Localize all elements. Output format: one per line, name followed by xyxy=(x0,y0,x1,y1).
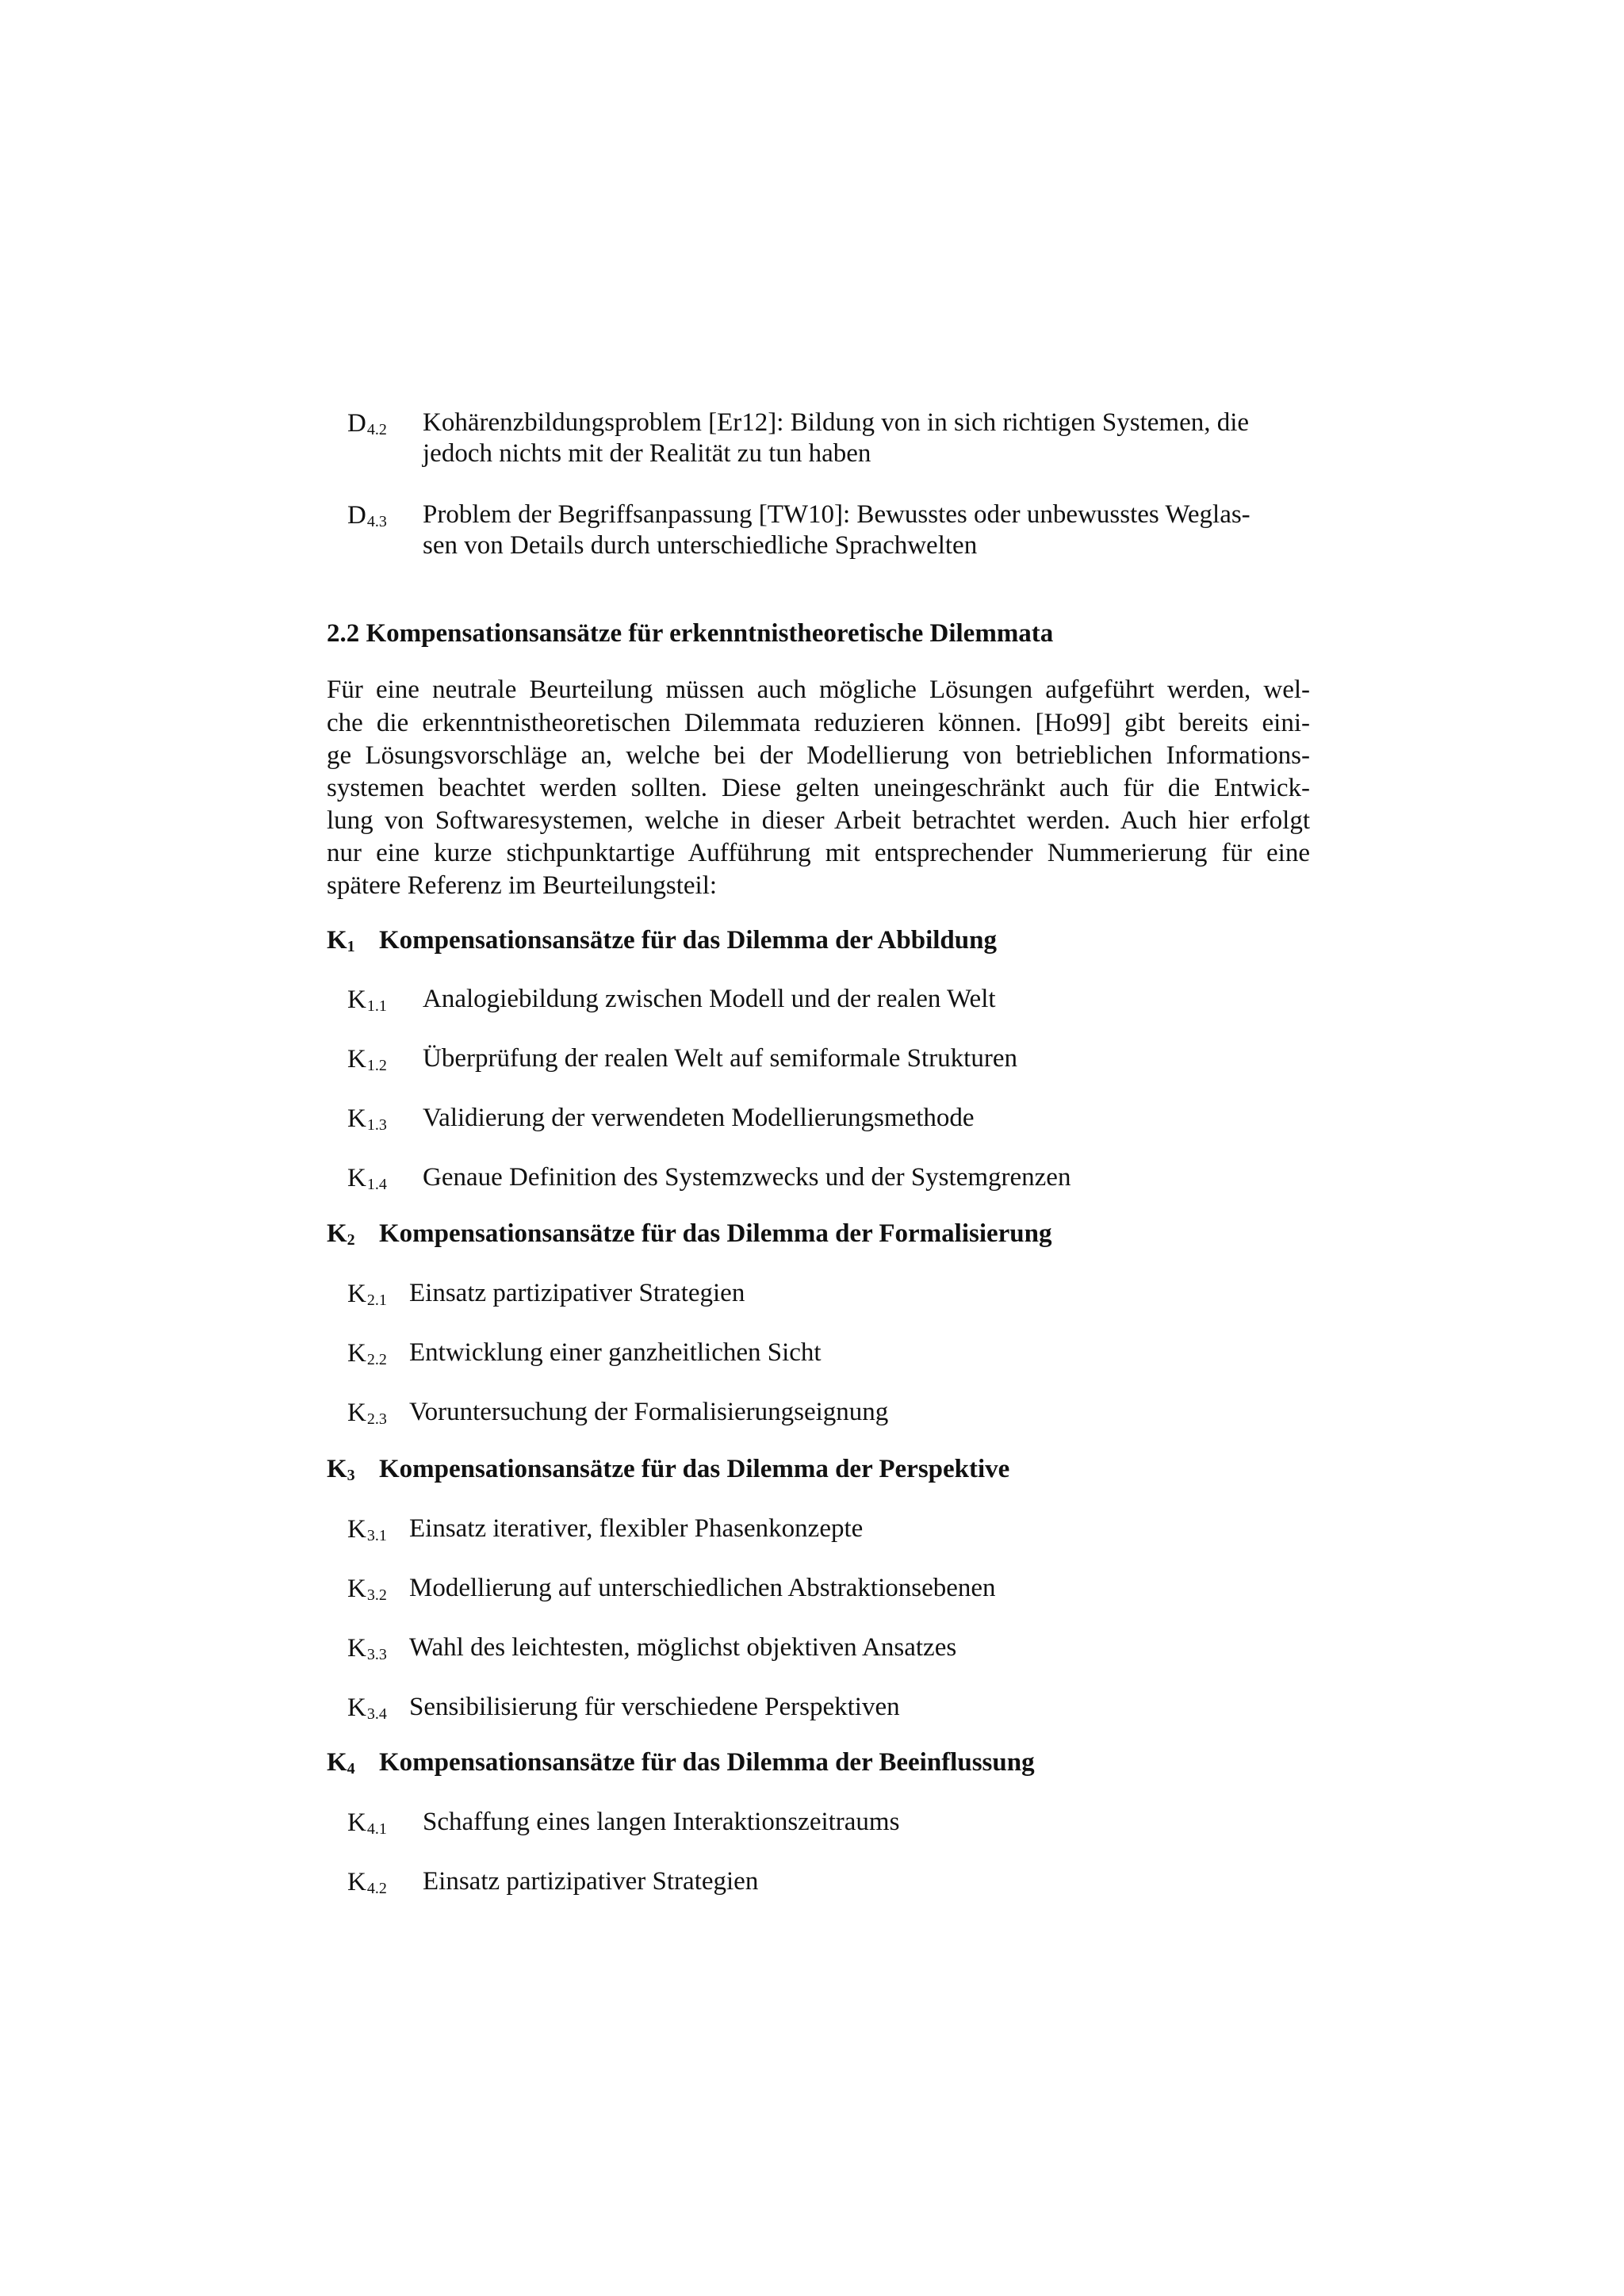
item-label: $K_{4.2}$ xyxy=(347,1868,387,1897)
paragraph-line: che die erkenntnistheoretischen Dilemmata reduzieren können. [Ho99] gibt bereits eini- xyxy=(327,709,1310,737)
item-text: Entwicklung einer ganzheitlichen Sicht xyxy=(409,1338,822,1367)
item-text: Wahl des leichtesten, möglichst objektiven Ansatzes xyxy=(409,1633,957,1662)
item-text: Validierung der verwendeten Modellierungsmethode xyxy=(423,1104,975,1132)
paragraph-line: lung von Softwaresystemen, welche in dieser Arbeit betrachtet werden. Auch hier erfolgt xyxy=(327,806,1310,835)
group-title: Kompensationsansätze für das Dilemma der Beeinflussung xyxy=(379,1748,1035,1777)
item-text: Voruntersuchung der Formalisierungseignung xyxy=(409,1398,889,1426)
item-label: $K_{1.4}$ xyxy=(347,1164,387,1193)
item-label: $K_{3.3}$ xyxy=(347,1634,387,1663)
paragraph-line: spätere Referenz im Beurteilungsteil: xyxy=(327,871,718,900)
paragraph-line: ge Lösungsvorschläge an, welche bei der Modellierung von betrieblichen Informations- xyxy=(327,741,1310,770)
paragraph-line: systemen beachtet werden sollten. Diese gelten uneingeschränkt auch für die Entwick- xyxy=(327,774,1310,802)
item-label: $K_{3.4}$ xyxy=(347,1693,387,1723)
item-text: Einsatz iterativer, flexibler Phasenkonzepte xyxy=(409,1514,864,1543)
item-text: Einsatz partizipativer Strategien xyxy=(423,1867,759,1896)
dilemma-text-line: sen von Details durch unterschiedliche Sprachwelten xyxy=(423,531,978,560)
section-heading: 2.2 Kompensationsansätze für erkenntnistheoretische Dilemmata xyxy=(327,619,1054,648)
item-label: $K_{1.3}$ xyxy=(347,1104,387,1134)
item-label: $K_{3.1}$ xyxy=(347,1515,387,1544)
item-text: Schaffung eines langen Interaktionszeitraums xyxy=(423,1808,900,1836)
item-text: Überprüfung der realen Welt auf semiformale Strukturen xyxy=(423,1044,1017,1073)
paragraph-line: Für eine neutrale Beurteilung müssen auch mögliche Lösungen aufgeführt werden, wel- xyxy=(327,675,1310,704)
dilemma-text-line: jedoch nichts mit der Realität zu tun haben xyxy=(423,439,871,468)
item-label: $K_{1.1}$ xyxy=(347,985,387,1015)
item-label: $K_{2.3}$ xyxy=(347,1399,387,1428)
item-label: $K_{3.2}$ xyxy=(347,1575,387,1604)
group-title: Kompensationsansätze für das Dilemma der Perspektive xyxy=(379,1455,1010,1483)
dilemma-text-line: Kohärenzbildungsproblem [Er12]: Bildung von in sich richtigen Systemen, die xyxy=(423,408,1250,437)
dilemma-text-line: Problem der Begriffsanpassung [TW10]: Bewusstes oder unbewusstes Weglas- xyxy=(423,500,1251,529)
group-title: Kompensationsansätze für das Dilemma der Abbildung xyxy=(379,926,997,955)
group-label: $K_3$ xyxy=(327,1455,355,1484)
item-label: $K_{1.2}$ xyxy=(347,1045,387,1074)
item-text: Sensibilisierung für verschiedene Perspektiven xyxy=(409,1693,900,1721)
item-text: Analogiebildung zwischen Modell und der realen Welt xyxy=(423,985,996,1013)
item-text: Modellierung auf unterschiedlichen Abstraktionsebenen xyxy=(409,1574,996,1602)
item-text: Einsatz partizipativer Strategien xyxy=(409,1279,745,1307)
dilemma-label: $D_{4.2}$ xyxy=(347,409,387,438)
dilemma-label: $D_{4.3}$ xyxy=(347,501,387,530)
group-title: Kompensationsansätze für das Dilemma der Formalisierung xyxy=(379,1219,1052,1248)
item-label: $K_{4.1}$ xyxy=(347,1808,387,1838)
item-text: Genaue Definition des Systemzwecks und der Systemgrenzen xyxy=(423,1163,1071,1192)
paragraph-line: nur eine kurze stichpunktartige Aufführung mit entsprechender Nummerierung für eine xyxy=(327,839,1310,867)
group-label: $K_2$ xyxy=(327,1219,355,1249)
group-label: $K_1$ xyxy=(327,926,355,955)
item-label: $K_{2.1}$ xyxy=(347,1280,387,1309)
group-label: $K_4$ xyxy=(327,1748,355,1777)
item-label: $K_{2.2}$ xyxy=(347,1339,387,1368)
